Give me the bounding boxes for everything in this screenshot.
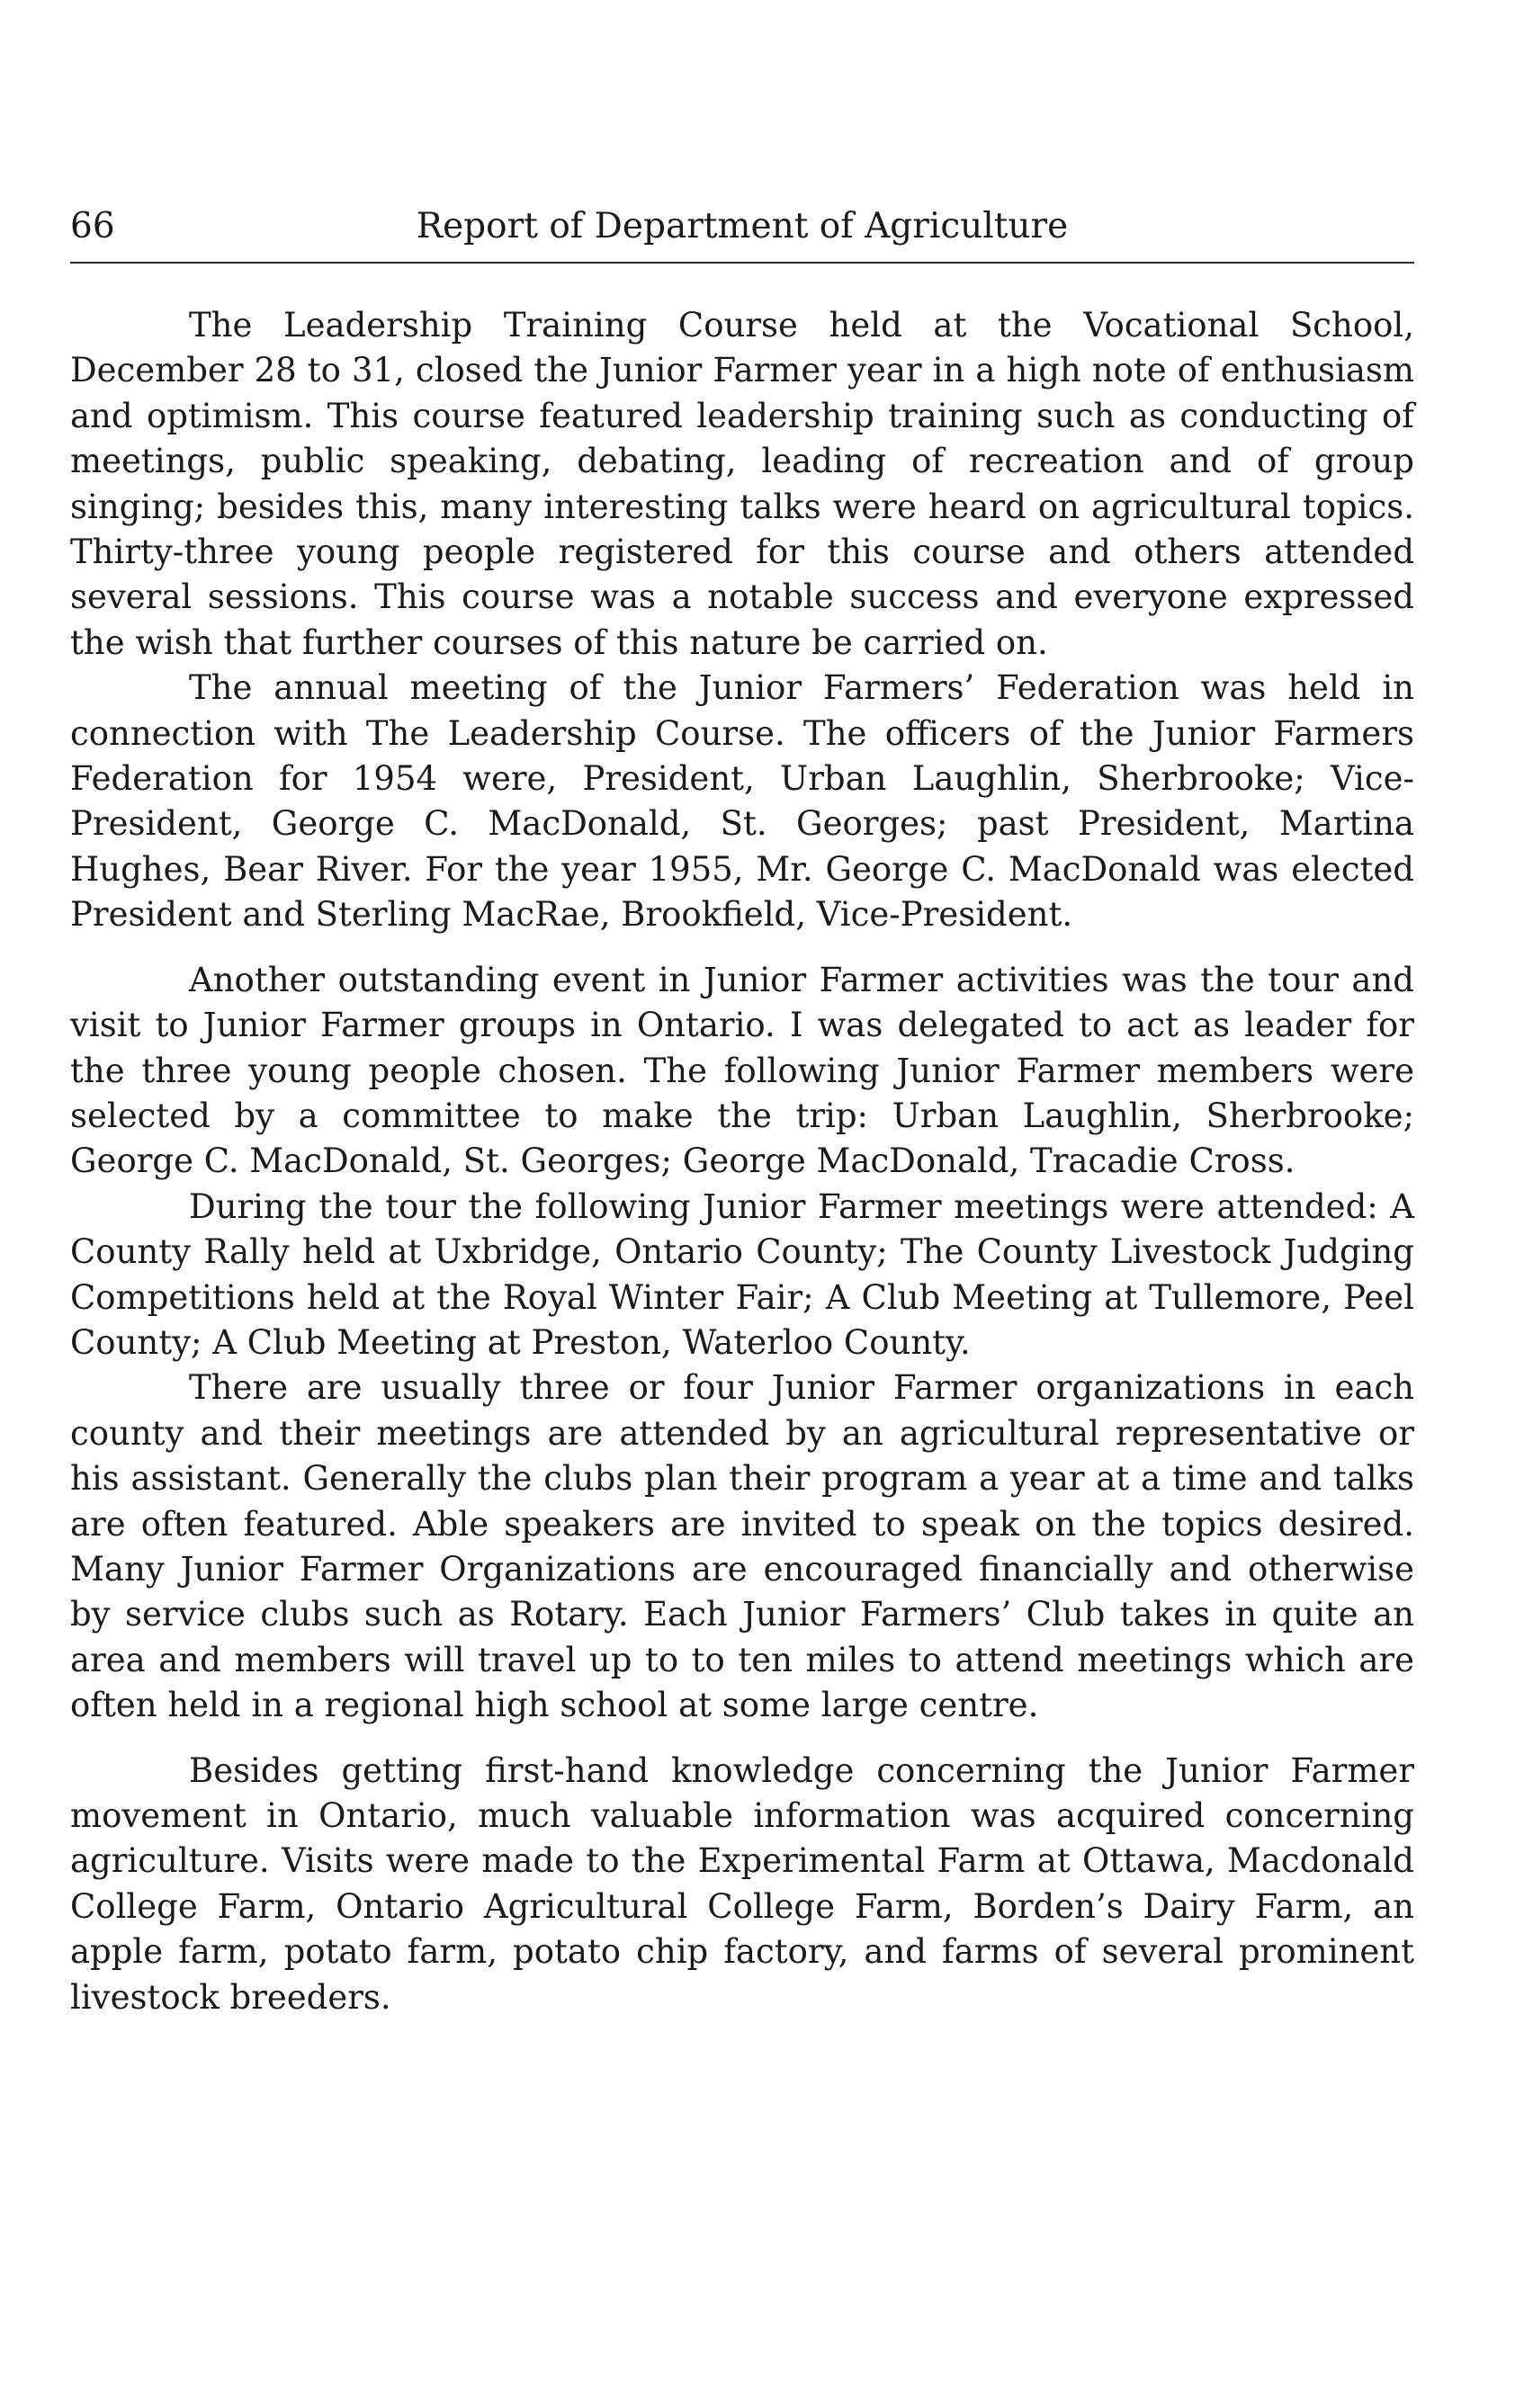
running-title: Report of Department of Agriculture [416,206,1069,246]
paragraph-leadership-course: The Leadership Training Course held at the Vocational School, December 28 to 31, closed the Junior Farmer year in a high note of enthusiasm and optimism. This course featured leadership training such as conducting of meetings, public speaking, debating, leading of recreation and of group singing; besides this, many interesting talks were heard on agricultural topics. Thirty-three young people registered for this course and others attended several sessions. This course was a notable success and everyone expressed the wish that further courses of this nature be carried on. [70,306,1414,662]
paragraph-annual-meeting: The annual meeting of the Junior Farmers’ Federation was held in connection with The Leadership Course. The officers of the Junior Farmers Federation for 1954 were, President, Urban Laughlin, Sherbrooke; Vice-President, George C. MacDonald, St. Georges; past President, Martina Hughes, Bear River. For the year 1955, Mr. George C. MacDonald was elected President and Sterling MacRae, Brookfield, Vice-President. [70,668,1414,935]
paragraph-ontario-tour: Another outstanding event in Junior Farmer activities was the tour and visit to Junior Farmer groups in Ontario. I was delegated to act as leader for the three young people chosen. The following Junior Farmer members were selected by a committee to make the trip: Urban Laughlin, Sherbrooke; George C. MacDonald, St. Georges; George MacDonald, Tracadie Cross. [70,960,1414,1181]
header-rule [70,262,1414,264]
paragraph-junior-farmer-organizations: There are usually three or four Junior Farmer organizations in each county and their meetings are attended by an agricultural representative or his assistant. Generally the clubs plan their program a year at a time and talks are often featured. Able speakers are invited to speak on the topics desired. Many Junior Farmer Organizations are encouraged financially and otherwise by service clubs such as Rotary. Each Junior Farmers’ Club takes in quite an area and members will travel up to to ten miles to attend meetings which are often held in a regional high school at some large centre. [70,1368,1414,1725]
paragraph-meetings-attended: During the tour the following Junior Farmer meetings were attended: A County Rally held at Uxbridge, Ontario County; The County Livestock Judging Competitions held at the Royal Winter Fair; A Club Meeting at Tullemore, Peel County; A Club Meeting at Preston, Waterloo County. [70,1186,1414,1362]
document-page [70,202,1414,2020]
body-text [70,303,1414,2020]
page-header [70,202,1414,251]
paragraph-first-hand-knowledge: Besides getting first-hand knowledge concerning the Junior Farmer movement in Ontario, much valuable information was acquired concerning agriculture. Visits were made to the Experimental Farm at Ottawa, Macdonald College Farm, Ontario Agricultural College Farm, Borden’s Dairy Farm, an apple farm, potato farm, potato chip factory, and farms of several prominent livestock breeders. [70,1750,1414,2017]
page-number: 66 [70,206,115,246]
